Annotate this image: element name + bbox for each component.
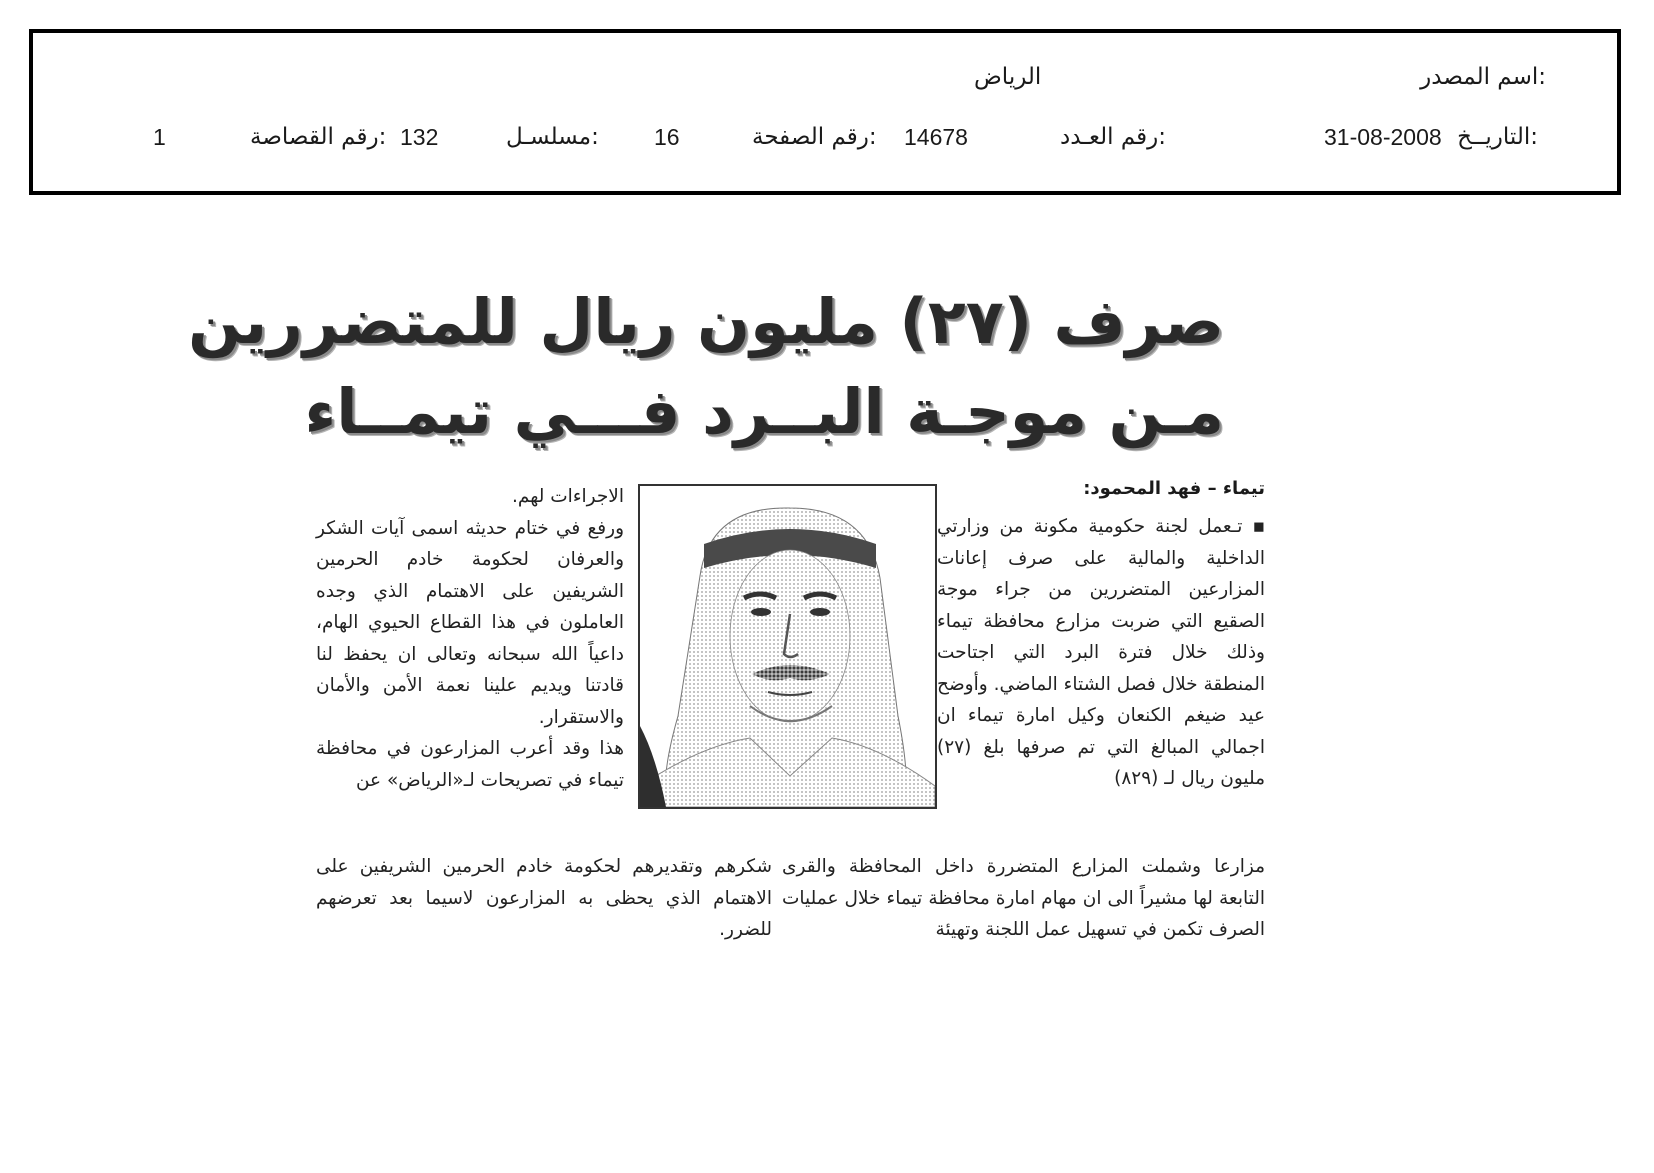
clip-value: 1 [153,124,166,150]
date-value: 31-08-2008 [1324,124,1442,150]
source-label: اسم المصدر: [1420,64,1546,90]
paragraph: ▪ تـعمل لجنة حكومية مكونة من وزارتي الداخلية والمالية على صرف إعانات المزارعين المتضررين من جراء موجة الصقيع التي ضربت مزارع محافظة تيماء وذلك خلال فترة البرد التي اجتاحت المنطقة خلال فصل الشتاء الماضي. وأوضح عيد ضيغم الكنعان وكيل امارة تيماء ان اجمالي المبالغ التي تم صرفها بلغ (٢٧) مليون ريال لـ (٨٢٩) [937,516,1265,789]
article-column-bottom-right [782,851,1265,946]
paragraph: الاجراءات لهم. [512,486,624,507]
portrait-photo [638,484,937,809]
article-column-right [937,511,1265,795]
article-column-left [316,481,624,796]
serial-label: مسلسـل: [506,124,599,150]
paragraph: هذا وقد أعرب المزارعون في محافظة تيماء في تصريحات لـ«الرياض» عن [316,738,624,791]
page-label: رقم الصفحة: [752,124,877,150]
article-column-bottom-left [316,851,772,946]
headline-line-2: مـن موجـة البــرد فـــي تيمــاء [304,375,1224,448]
clipping-info-box [29,29,1621,195]
clip-label: رقم القصاصة: [250,124,387,150]
serial-value: 132 [400,124,439,150]
headline-line-1: صرف (٢٧) مليون ريال للمتضررين [188,285,1224,358]
issue-value: 14678 [904,124,968,150]
portrait-illustration [640,486,935,807]
paragraph: شكرهم وتقديرهم لحكومة خادم الحرمين الشريفين على الاهتمام الذي يحظى به المزارعون لاسيما بعد تعرضهم للضرر. [316,856,772,940]
page-value: 16 [654,124,680,150]
paragraph: مزارعا وشملت المزارع المتضررة داخل المحافظة والقرى التابعة لها مشيراً الى ان مهام امارة محافظة تيماء خلال عمليات الصرف تكمن في تسهيل عمل اللجنة وتهيئة [782,856,1265,940]
paragraph: ورفع في ختام حديثه اسمى آيات الشكر والعرفان لحكومة خادم الحرمين الشريفين على الاهتمام الذي وجده العاملون في هذا القطاع الحيوي الهام، داعياً الله سبحانه وتعالى ان يحفظ لنا قادتنا ويديم علينا نعمة الأمن والأمان والاستقرار. [316,517,624,728]
source-value: الرياض [974,64,1042,90]
date-label: التاريــخ: [1457,124,1538,150]
issue-label: رقم العـدد: [1060,124,1167,150]
byline: تيماء – فهد المحمود: [1083,478,1265,499]
